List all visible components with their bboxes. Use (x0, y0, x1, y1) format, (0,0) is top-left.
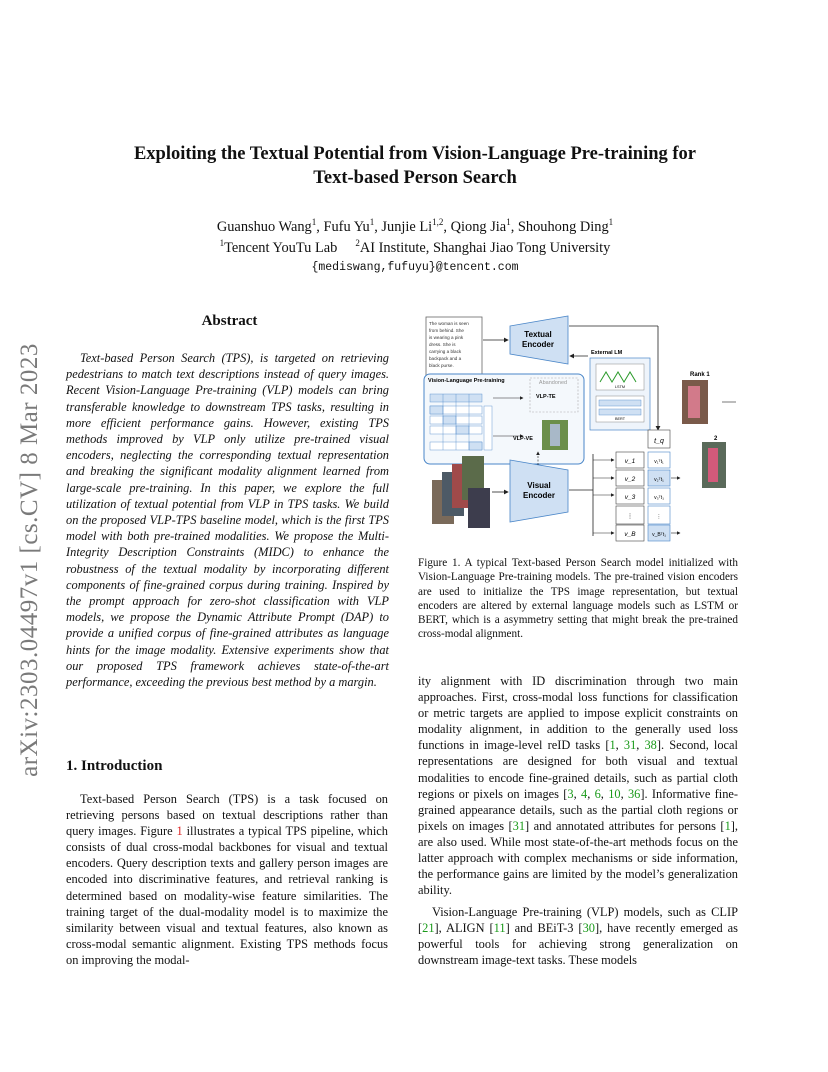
body-text: , (573, 786, 581, 801)
similarity-label: v₁ᵀt₁ (654, 459, 664, 465)
arxiv-id: arXiv:2303.04497v1 [cs.CV] 8 Mar 2023 (16, 343, 43, 777)
visual-features (616, 452, 644, 541)
citation-link[interactable]: 6 (594, 786, 601, 801)
body-text: , (615, 738, 624, 753)
affiliation: AI Institute, Shanghai Jiao Tong University (359, 240, 611, 256)
abstract-heading: Abstract (201, 313, 258, 329)
feature-label: v_2 (624, 476, 636, 483)
body-text: Vision-Language Pre-training (VLP) models, such as CLIP [ (418, 905, 738, 936)
intro-text: illustrates a typical TPS pipeline, which consists of dual cross-modal backbones for visual and textual encoders. Query description texts and gallery person images are encoded into discriminative features, and retrieval ranking is determined based on modality-wise feature similarities. The training target of the dual-modality model is to maximize the similarity between visual and textual features, also known as cross-modal semantic alignment. Existing TPS methods focus on improving the modal- (66, 824, 388, 967)
author: Guanshuo Wang (216, 219, 312, 235)
rank-1-label: Rank 1 (690, 372, 710, 378)
citation-link[interactable]: 38 (644, 738, 657, 753)
body-text: , (600, 786, 609, 801)
affiliation-mark: 1,2 (432, 217, 444, 228)
author-list: Guanshuo Wang$^1$, Fufu Yu$^1$, Junjie Li$^{1,2}$, Qiong Jia$^1$, Shouhong Ding$^1$ (216, 217, 614, 235)
citation-link[interactable]: 31 (623, 738, 637, 753)
similarity-label: v_Bᵀt₁ (652, 532, 666, 538)
affiliation-mark: 1 (608, 217, 614, 228)
query-text-line: dress. She is (429, 342, 456, 347)
text-feature-label: t_q (654, 438, 664, 445)
query-text-box (426, 317, 482, 379)
figure-link[interactable]: 1 (176, 824, 183, 839)
feature-label: ⋮ (626, 513, 634, 520)
intro-heading: 1. Introduction (66, 758, 163, 774)
citation-link[interactable]: 4 (581, 786, 588, 801)
gallery-images (432, 456, 490, 528)
similarity-label: v₃ᵀt₁ (654, 495, 664, 501)
body-text: ] and annotated attributes for persons [ (525, 818, 725, 833)
affiliation-mark: 1 (369, 217, 375, 228)
right-paragraph-2 (418, 904, 738, 968)
citation-link[interactable]: 1 (724, 818, 731, 833)
affiliation-mark: 1 (311, 217, 317, 228)
author: Qiong Jia (450, 219, 507, 235)
query-text-line: backpack and a (429, 356, 462, 361)
body-text: , (636, 738, 645, 753)
query-text-line: is wearing a pink (429, 335, 464, 340)
body-text: ], are also used. While most state-of-the-art methods focus on the latter approach with complex mechanisms or side information, the performance gains are limited by the model’s generalization ability. (418, 818, 738, 898)
body-text: ] and BEiT-3 [ (505, 921, 583, 936)
arxiv-stamp (12, 300, 48, 820)
query-text-line: black purse. (429, 363, 454, 368)
figure-caption: Figure 1. A typical Text-based Person Search model initialized with Vision-Language Pre-training models. The pre-trained vision encoders are used to initialize the TPS image representation, but textual encoders are altered by external language models such as LSTM or BERT, which is a asymmetry setting that might break the pre-trained cross-modal alignment. (418, 557, 738, 641)
query-text-line: The woman is seen (429, 321, 469, 326)
affiliation: Tencent YouTu Lab (224, 240, 338, 256)
textual-encoder-label: Encoder (521, 340, 555, 349)
title-line-2: Text-based Person Search (313, 168, 517, 188)
query-text-line: carrying a black (429, 349, 462, 354)
body-text: ]. Informative fine-grained appearance details, such as the partial cloth regions or pixels on images [ (418, 786, 739, 833)
external-lm-label: External LM (591, 350, 623, 356)
citation-link[interactable]: 31 (512, 818, 526, 833)
feature-label: v_B (624, 531, 636, 538)
paper-title (80, 142, 750, 190)
body-text: , (620, 786, 628, 801)
rank-2-label: 2 (714, 436, 718, 442)
body-text: ], ALIGN [ (434, 921, 494, 936)
citation-link[interactable]: 3 (567, 786, 574, 801)
author: Junjie Li (381, 219, 433, 235)
visual-encoder-label: Encoder (522, 491, 556, 500)
similarity-label: ⋮ (656, 514, 662, 520)
similarity-scores (648, 452, 670, 541)
affiliation-number: 2 (355, 238, 360, 249)
body-text: ity alignment with ID discrimination through two main approaches. First, cross-modal loss functions for classification or metric targets are applied to impose explicit constraints on modality alignment, in addition to the generally used loss functions in image-level reID tasks [ (418, 674, 738, 753)
author-email[interactable]: {mediswang,fufuyu}@tencent.com (311, 261, 519, 274)
lm-sub-label: LSTM (614, 385, 626, 389)
abandoned-label: Abandoned (538, 380, 568, 386)
citation-link[interactable]: 21 (422, 921, 435, 936)
similarity-label: v₂ᵀt₁ (654, 477, 664, 483)
right-paragraph-1 (418, 673, 738, 898)
title-line-1: Exploiting the Textual Potential from Vision-Language Pre-training for (133, 144, 697, 164)
citation-link[interactable]: 1 (609, 738, 616, 753)
abstract-text: Text-based Person Search (TPS), is targeted on retrieving pedestrians to match text descriptions instead of query images. Recent Vision-Language Pre-training (VLP) models can bring transferable knowledge to downstream TPS tasks, resulting in more efficient performance gains. However, existing TPS methods improved by VLP only utilize pre-trained visual encoders, neglecting the corresponding textual representation and breaking the significant modality alignment learned from large-scale pre-training. In this paper, we explore the full utilization of textual potential from VLP in TPS tasks. We build on the proposed VLP-TPS baseline model, which is the first TPS model with both pre-trained modalities. We propose the Multi-Integrity Description Constraints (MIDC) to enhance the robustness of the textual modality by incorporating different components of fine-grained corpus during training. Inspired by the prompt approach for zero-shot classification with VLP models, we propose the Dynamic Attribute Prompt (DAP) to provide a unified corpus of fine-grained attributes as language hints for the image modality. Extensive experiments show that our proposed TPS framework achieves state-of-the-art performance, exceeding the previous best method by a margin. (66, 351, 389, 690)
vlp-label: Vision-Language Pre-training (428, 378, 505, 384)
affiliations (80, 238, 750, 258)
citation-link[interactable]: 10 (608, 786, 621, 801)
citation-link[interactable]: 11 (493, 921, 506, 936)
citation-link[interactable]: 36 (627, 786, 641, 801)
citation-link[interactable]: 30 (582, 921, 595, 936)
vlp-ve-label: VLP-VE (513, 436, 533, 442)
author: Shouhong Ding (517, 219, 609, 235)
query-text-line: from behind. She (429, 328, 464, 333)
affiliation-mark: 1 (506, 217, 511, 228)
affiliation-number: 1 (219, 238, 225, 249)
body-text: ]. Second, local representations are designed for both visual and textual modalities to encode fine-grained details, such as partial cloth regions or pixels on images [ (418, 738, 738, 801)
visual-encoder-label: Visual (527, 481, 551, 490)
vlp-te-label: VLP-TE (536, 394, 556, 400)
feature-label: v_1 (624, 458, 636, 465)
body-text: , (587, 786, 595, 801)
body-text: ], have recently emerged as powerful tools for achieving strong generalization on downstream image-text tasks. These models (418, 921, 738, 968)
intro-paragraph (66, 791, 388, 968)
author: Fufu Yu (323, 219, 370, 235)
figure-1-diagram (418, 312, 742, 546)
feature-label: v_3 (624, 494, 636, 501)
lm-sub-label: BERT (614, 417, 626, 421)
intro-text: Text-based Person Search (TPS) is a task focused on retrieving persons based on textual descriptions rather than query images. Figure (66, 792, 388, 839)
textual-encoder-label: Textual (524, 330, 552, 339)
